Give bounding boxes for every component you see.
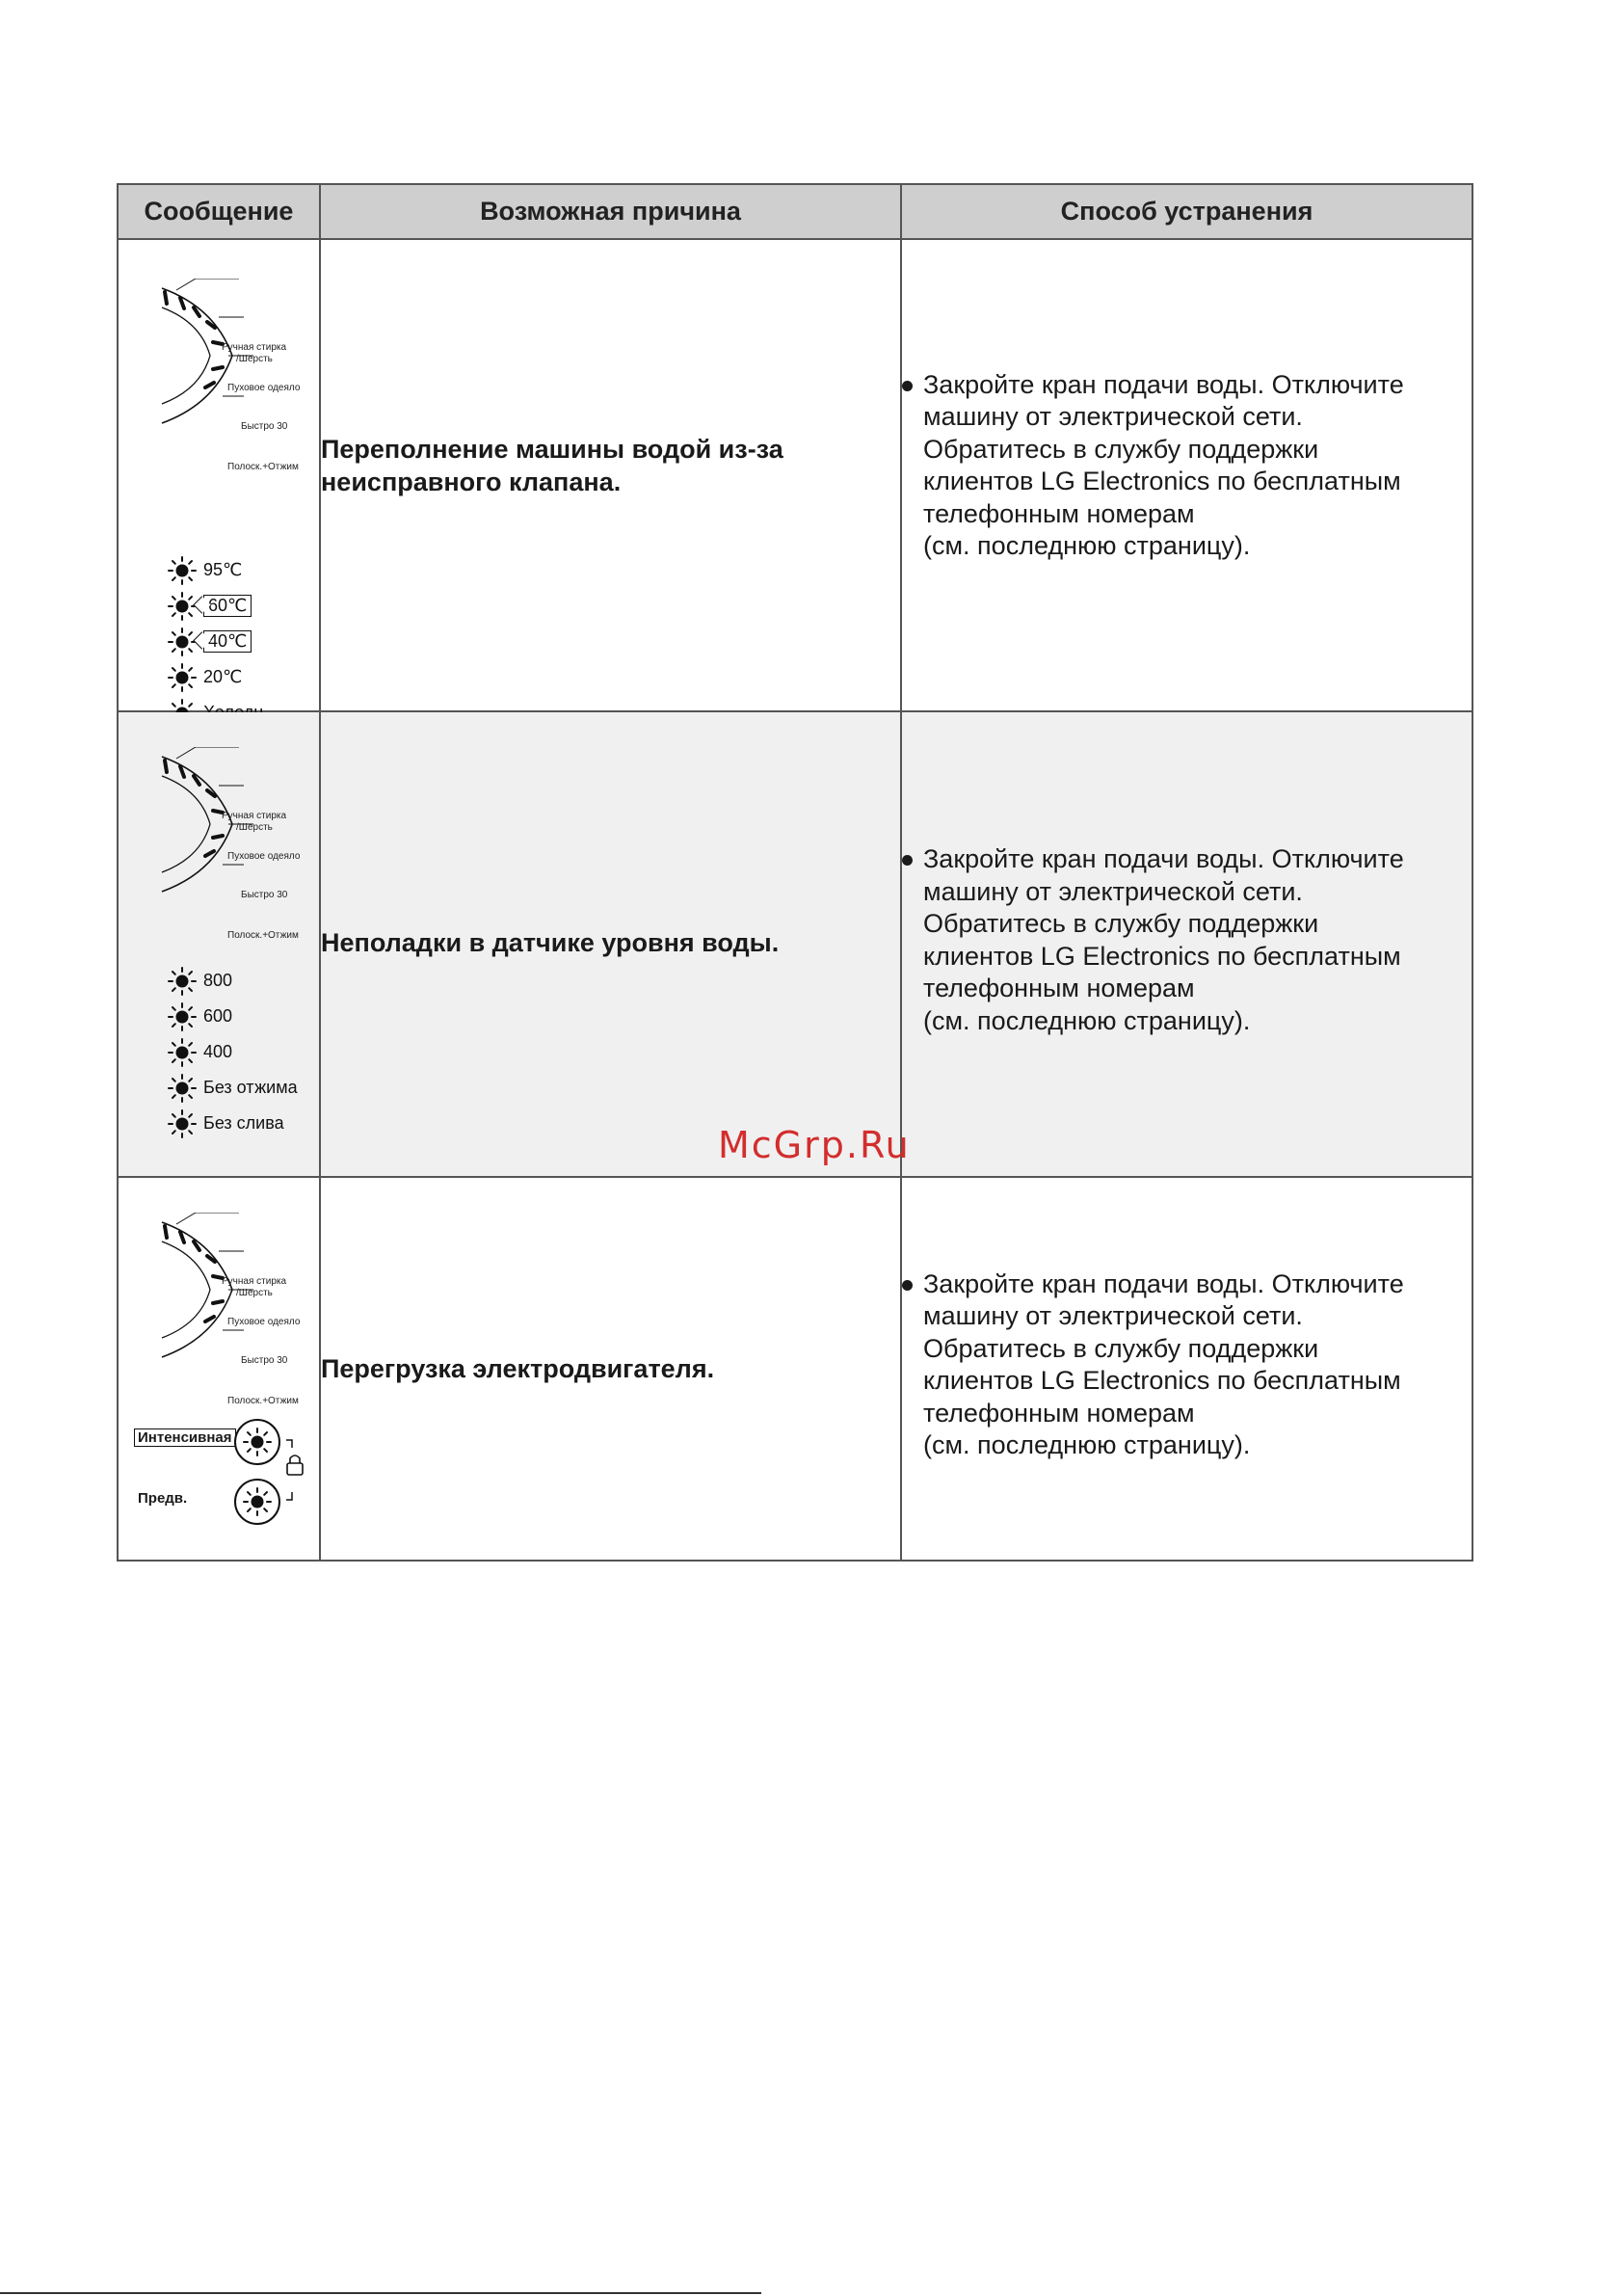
dial-icon xyxy=(138,279,331,442)
led-row xyxy=(167,588,263,624)
remedy-line: Обратитесь в службу поддержки xyxy=(923,434,1319,464)
table-row xyxy=(118,239,1472,711)
led-label-highlighted: 40℃ xyxy=(203,630,252,653)
led-sun-icon xyxy=(167,662,198,693)
led-label-highlighted: 60℃ xyxy=(203,595,252,617)
dial-label: /Шерсть xyxy=(236,822,273,833)
dial-label: Ручная стирка xyxy=(222,811,287,821)
led-row xyxy=(167,1106,298,1141)
bullet-icon xyxy=(902,1280,913,1291)
remedy-line: телефонным номерам xyxy=(923,974,1195,1002)
led-label: Без отжима xyxy=(203,1078,298,1097)
led-sun-icon xyxy=(167,591,198,622)
led-list xyxy=(167,963,298,1141)
remedy-cell xyxy=(901,711,1472,1177)
dial-label: Полоск.+Отжим xyxy=(227,930,299,941)
control-panel-illustration xyxy=(119,712,317,1174)
dial-label: Быстро 30 xyxy=(241,1355,288,1366)
remedy-text xyxy=(902,369,1472,563)
dial-label: Пуховое одеяло xyxy=(227,383,301,393)
led-sun-icon xyxy=(242,1427,273,1457)
dial-label: /Шерсть xyxy=(236,354,273,364)
control-panel-illustration xyxy=(119,1178,317,1558)
dial-label: Пуховое одеяло xyxy=(227,1317,301,1327)
remedy-line: клиентов LG Electronics по бесплатным xyxy=(923,941,1401,971)
led-row xyxy=(167,659,263,695)
dial-label: Полоск.+Отжим xyxy=(227,1396,299,1406)
remedy-line: машину от электрической сети. xyxy=(923,1301,1303,1330)
message-cell xyxy=(118,239,320,711)
option-button-prewash xyxy=(234,1479,280,1525)
led-row xyxy=(167,624,263,659)
remedy-line: машину от электрической сети. xyxy=(923,876,1303,906)
remedy-line: Закройте кран подачи воды. Отключите xyxy=(923,1268,1404,1298)
table-row xyxy=(118,1177,1472,1561)
remedy-text xyxy=(902,843,1472,1037)
remedy-text xyxy=(902,1268,1472,1462)
led-sun-icon xyxy=(167,966,198,997)
dial-label: Ручная стирка xyxy=(222,1276,287,1287)
led-sun-icon xyxy=(167,1037,198,1068)
led-row xyxy=(167,1034,298,1070)
remedy-cell xyxy=(901,239,1472,711)
remedy-line: телефонным номерам xyxy=(923,1398,1195,1428)
message-cell xyxy=(118,711,320,1177)
led-label: Без слива xyxy=(203,1113,284,1133)
option-label-intensive: Интенсивная xyxy=(134,1428,236,1447)
table-header-row xyxy=(118,184,1472,239)
remedy-line: (см. последнюю страницу). xyxy=(923,1005,1251,1035)
led-sun-icon xyxy=(242,1486,273,1517)
dial-label: Полоск.+Отжим xyxy=(227,462,299,472)
led-sun-icon xyxy=(167,1073,198,1104)
led-sun-icon xyxy=(167,627,198,657)
led-row xyxy=(167,1070,298,1106)
remedy-line: (см. последнюю страницу). xyxy=(923,1430,1251,1459)
cause-cell: Неполадки в датчике уровня воды. xyxy=(320,711,901,1177)
remedy-line: Закройте кран подачи воды. Отключите xyxy=(923,844,1404,873)
dial-icon xyxy=(138,1213,331,1376)
led-row xyxy=(167,999,298,1034)
cause-cell: Переполнение машины водой из-за неисправного клапана. xyxy=(320,239,901,711)
led-label: 800 xyxy=(203,971,233,990)
dial-label: Быстро 30 xyxy=(241,890,288,900)
remedy-cell xyxy=(901,1177,1472,1561)
led-label: 600 xyxy=(203,1006,233,1026)
led-sun-icon xyxy=(167,1001,198,1032)
remedy-line: телефонным номерам xyxy=(923,498,1195,528)
option-label-prewash: Предв. xyxy=(138,1490,188,1507)
led-label: 400 xyxy=(203,1042,233,1061)
led-list xyxy=(167,552,263,731)
watermark: McGrp.Ru xyxy=(718,1124,911,1166)
dial-label: Быстро 30 xyxy=(241,421,288,432)
bullet-icon xyxy=(902,855,913,866)
led-row xyxy=(167,552,263,588)
table-row xyxy=(118,711,1472,1177)
option-button-intensive xyxy=(234,1419,280,1465)
led-sun-icon xyxy=(167,1108,198,1139)
troubleshooting-table xyxy=(117,183,1473,1562)
dial-label: /Шерсть xyxy=(236,1288,273,1298)
lock-icon xyxy=(282,1436,307,1506)
remedy-line: клиентов LG Electronics по бесплатным xyxy=(923,467,1401,495)
led-row xyxy=(167,963,298,999)
led-sun-icon xyxy=(167,555,198,586)
control-panel-illustration xyxy=(119,240,317,708)
header-remedy: Способ устранения xyxy=(901,184,1472,239)
dial-label: Пуховое одеяло xyxy=(227,851,301,862)
remedy-line: Обратитесь в службу поддержки xyxy=(923,909,1319,938)
dial-label: Ручная стирка xyxy=(222,342,287,353)
bullet-icon xyxy=(902,381,913,391)
footer-divider xyxy=(0,2292,761,2294)
led-label: 95℃ xyxy=(203,560,243,579)
cause-cell: Перегрузка электродвигателя. xyxy=(320,1177,901,1561)
remedy-line: машину от электрической сети. xyxy=(923,402,1303,431)
dial-icon xyxy=(138,747,331,911)
remedy-line: клиентов LG Electronics по бесплатным xyxy=(923,1366,1401,1395)
remedy-line: Обратитесь в службу поддержки xyxy=(923,1333,1319,1363)
remedy-line: (см. последнюю страницу). xyxy=(923,531,1251,560)
header-message: Сообщение xyxy=(118,184,320,239)
header-cause: Возможная причина xyxy=(320,184,901,239)
message-cell xyxy=(118,1177,320,1561)
led-label: 20℃ xyxy=(203,667,243,686)
remedy-line: Закройте кран подачи воды. Отключите xyxy=(923,369,1404,399)
